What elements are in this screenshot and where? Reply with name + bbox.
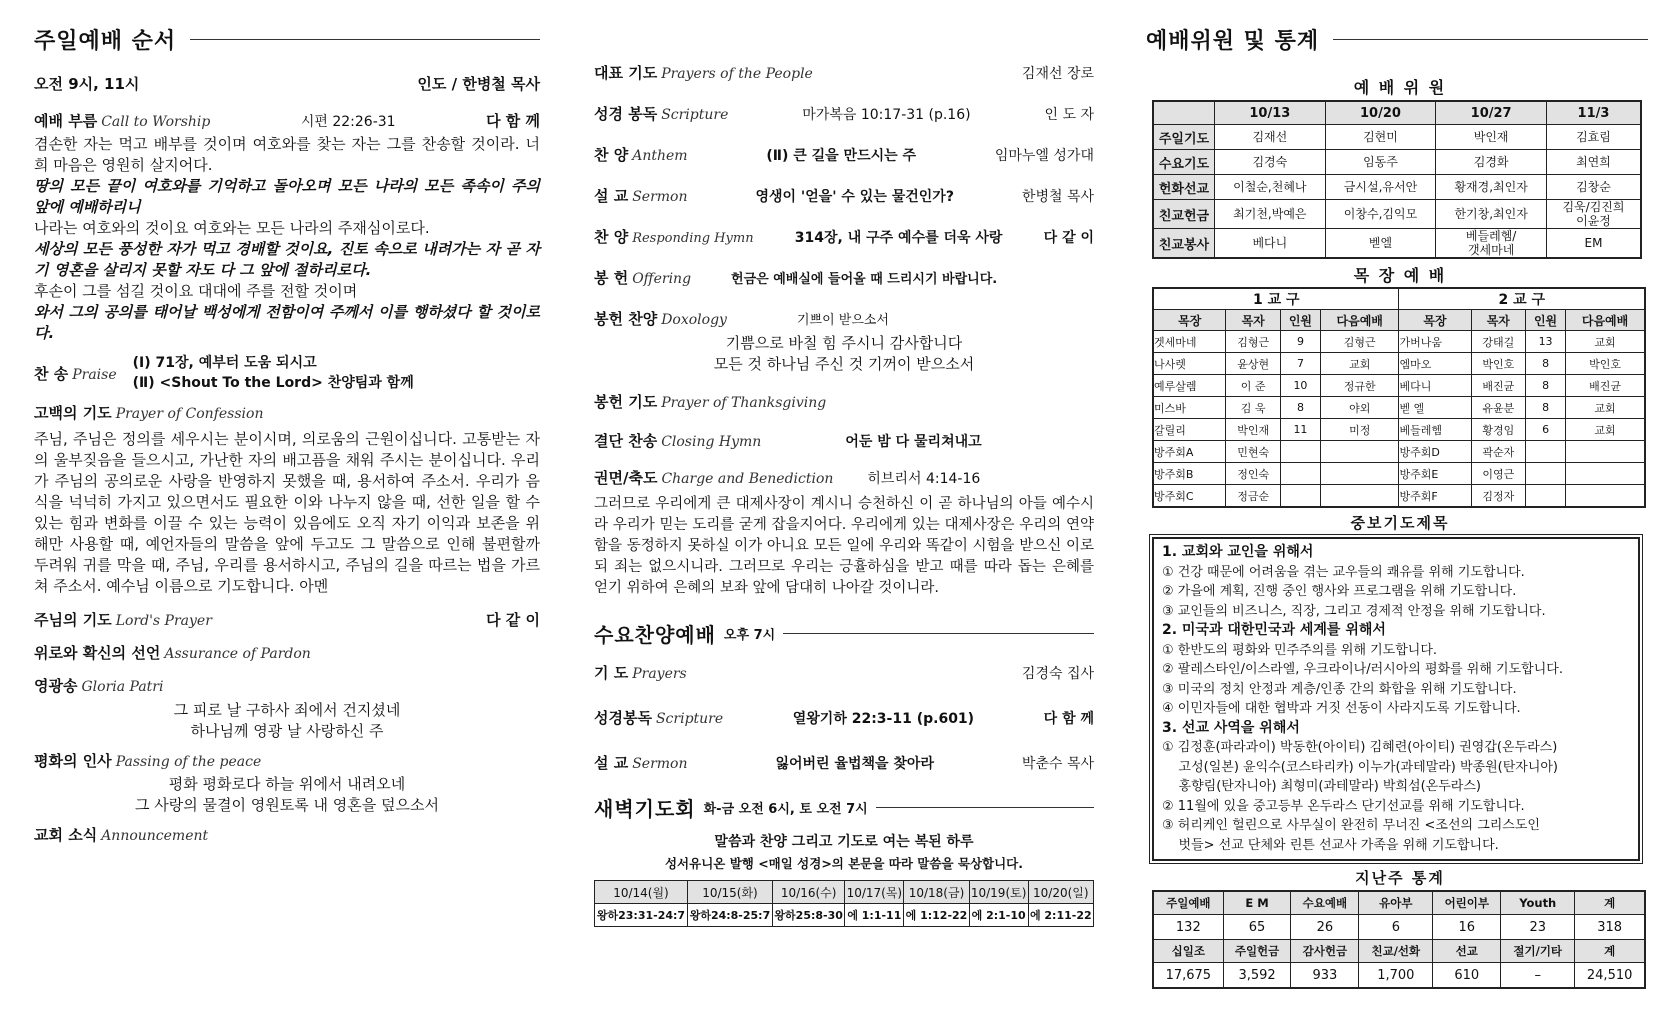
stats-value: 3,592 — [1223, 963, 1291, 989]
mokjang-cell: 방주회A — [1153, 441, 1226, 463]
officers-cell: 김경화 — [1436, 150, 1547, 175]
mokjang-cell — [1280, 463, 1320, 485]
wed-sermon: 설 교 Sermon 잃어버린 율법책을 찾아라 박춘수 목사 — [594, 754, 1094, 772]
stats-header: 절기/기타 — [1501, 940, 1575, 963]
mokjang-cell: 곽순자 — [1471, 441, 1525, 463]
officers-date: 10/13 — [1215, 101, 1326, 125]
call-to-worship: 예배 부름 Call to Worship 시편 22:26-31 다 함 께 겸손한 자는 먹고 배부를 것이며 여호와를 찾는 자는 그를 찬송할 것이라. 너희 마음은 영원히 살지어다. 땅의 모든 끝이 여호와를 기억하고 돌아오며 모든 나라의 모든 족속이 주의 앞에 예배하리니 나라는 여호와의 것이요 여호와는 모든 나라의 주재심이로다. 세상의 모든 풍성한 자가 먹고 경배할 것이요, 진토 속으로 내려가는 자 곧 자기 영혼을 살리지 못할 자도 다 그 앞에 절하리로다. 후손이 그를 섬길 것이요 대대에 주를 전할 것이며 와서 그의 공의를 태어날 백성에게 전함이여 주께서 이를 행하셨다 할 것이로다. — [34, 112, 540, 342]
wed-prayer: 기 도 Prayers 김경숙 집사 — [594, 664, 1094, 682]
intercession-line: 2. 미국과 대한민국과 세계를 위해서 — [1162, 622, 1386, 638]
dawn-day: 10/15(화) — [687, 881, 772, 904]
dawn-day: 10/16(수) — [772, 881, 844, 904]
praise-hymn-1: (Ⅰ) 71장, 예부터 도움 되시고 — [132, 355, 317, 371]
mokjang-cell: 베다니 — [1399, 375, 1471, 397]
dawn-day: 10/18(금) — [904, 881, 969, 904]
service-time: 오전 9시, 11시 — [34, 75, 140, 93]
officers-cell: 한기창,최인자 — [1436, 200, 1547, 229]
prayer-of-confession: 고백의 기도 Prayer of Confession 주님, 주님은 정의를 세우시는 분이시며, 의로움의 근원이십니다. 고통받는 자의 울부짖음을 들으시고, 가난한 자의 배고픔을 채워 주시는 분이십니다. 우리가 주님의 공의로운 사랑을 반영하지 못했을 때, 용서하여 주소서. 우리가 음식을 넉넉히 가지고 있으면서도 필요한 이와 나누지 않을 때, 선한 일을 할 수 있는 힘과 변화를 이끌 수 있는 능력이 있음에도 오직 자기 이익과 보존을 위해만 사용할 때, 예언자들의 말씀을 앞에 두고도 그 말씀으로 인해 불편할까 두려워 귀를 막을 때, 주님, 우리를 용서하시고, 주님의 길을 따르는 법을 가르쳐 주소서. 예수님 이름으로 기도합니다. 아멘 — [34, 404, 540, 595]
stats-value: 26 — [1291, 915, 1359, 940]
mokjang-cell: 교회 — [1566, 397, 1645, 419]
intercession-line: ③ 교인들의 비즈니스, 직장, 그리고 경제적 안정을 위해 기도합니다. — [1162, 603, 1546, 619]
dawn-ref: 왕하25:8-30 — [772, 904, 844, 927]
intercession-line: ② 11월에 있을 중고등부 온두라스 단기선교를 위해 기도합니다. — [1162, 798, 1525, 814]
intercession-line: ① 건강 때문에 어려움을 겪는 교우들의 쾌유를 위해 기도합니다. — [1162, 564, 1525, 580]
mokjang-cell: 박인호 — [1471, 353, 1525, 375]
officers-corner — [1153, 101, 1215, 125]
call-line: 땅의 모든 끝이 여호와를 기억하고 돌아오며 모든 나라의 모든 족속이 주의 앞에 예배하리니 — [34, 177, 540, 216]
mokjang-cell: 6 — [1526, 419, 1566, 441]
mokjang-col-header: 인원 — [1526, 310, 1566, 331]
mokjang-cell: 정금순 — [1226, 485, 1280, 508]
officers-cell: 김효림 — [1546, 125, 1641, 150]
officers-cell: 베다니 — [1215, 229, 1326, 259]
officers-cell: 황재경,최인자 — [1436, 175, 1547, 200]
stats-value: 65 — [1223, 915, 1291, 940]
officers-cell: 금시설,유서안 — [1325, 175, 1436, 200]
intercession-line: ① 김정훈(파라과이) 박동한(아이티) 김혜련(아이티) 권영갑(온두라스) — [1162, 740, 1558, 755]
dawn-day: 10/14(월) — [595, 881, 688, 904]
officers-cell: 김욱/김진희 이윤정 — [1546, 200, 1641, 229]
officers-cell: 김재선 — [1215, 125, 1326, 150]
mokjang-col-header: 인원 — [1280, 310, 1320, 331]
call-line: 후손이 그를 섬길 것이요 대대에 주를 전할 것이며 — [34, 282, 358, 300]
mokjang-cell: 베들레헴 — [1399, 419, 1471, 441]
call-line: 겸손한 자는 먹고 배부를 것이며 여호와를 찾는 자는 그를 찬송할 것이라. 너희 마음은 영원히 살지어다. — [34, 135, 540, 174]
mokjang-cell: 박인호 — [1566, 353, 1645, 375]
intercession-title: 중보기도제목 — [1350, 514, 1450, 532]
intercession-line: 벗들> 선교 단체와 린튼 선교사 가족을 위해 기도합니다. — [1162, 837, 1499, 853]
stats-value: 1,700 — [1359, 963, 1433, 989]
intercession-line: ① 한반도의 평화와 민주주의를 위해 기도합니다. — [1162, 642, 1438, 658]
mokjang-cell: 야외 — [1320, 397, 1398, 419]
mokjang-cell: 교회 — [1320, 353, 1398, 375]
officers-row-label: 친교봉사 — [1153, 229, 1215, 259]
mokjang-cell — [1566, 485, 1645, 508]
mokjang-cell: 13 — [1526, 331, 1566, 353]
officers-cell: EM — [1546, 229, 1641, 259]
prayer-of-thanksgiving: 봉헌 기도 Prayer of Thanksgiving — [594, 393, 827, 411]
officers-row-label: 수요기도 — [1153, 150, 1215, 175]
intercession-line: ② 가을에 계획, 진행 중인 행사와 프로그램을 위해 기도합니다. — [1162, 584, 1517, 599]
officers-cell: 김경숙 — [1215, 150, 1326, 175]
mokjang-cell: 방주회F — [1399, 485, 1471, 508]
officers-cell: 박인재 — [1436, 125, 1547, 150]
dawn-day: 10/17(목) — [845, 881, 904, 904]
mokjang-cell: 강태길 — [1471, 331, 1525, 353]
district-1: 1 교 구 — [1153, 288, 1399, 310]
stats-header: 친교/선화 — [1359, 940, 1433, 963]
mokjang-cell: 미정 — [1320, 419, 1398, 441]
benediction: 권면/축도 Charge and Benediction 히브리서 4:14-16 그러므로 우리에게 큰 대제사장이 계시니 승천하신 이 곧 하나님의 아들 예수시라 우리가 믿는 도리를 굳게 잡을지어다. 우리에게 있는 대제사장은 우리의 연약함을 동정하지 못하실 이가 아니요 모든 일에 우리와 똑같이 시험을 받으신 이로되 죄는 없으시니라. 그러므로 우리는 긍휼하심을 받고 때를 따라 돕는 은혜를 얻기 위하여 은혜의 보좌 앞에 담대히 나아갈 것이니라. — [594, 467, 1094, 599]
stats-header: 수요예배 — [1291, 891, 1359, 915]
officers-cell: 김현미 — [1325, 125, 1436, 150]
stats-header: Youth — [1501, 891, 1575, 915]
stats-header: 십일조 — [1153, 940, 1223, 963]
dawn-reading-table — [594, 880, 1094, 927]
mokjang-col-header: 다음예배 — [1320, 310, 1398, 331]
offering: 봉 헌 Offering 헌금은 예배실에 들어올 때 드리시기 바랍니다. — [594, 269, 998, 287]
mokjang-cell: 나사렛 — [1153, 353, 1226, 375]
mokjang-cell: 황경임 — [1471, 419, 1525, 441]
mokjang-cell: 7 — [1280, 353, 1320, 375]
mokjang-cell: 11 — [1280, 419, 1320, 441]
service-leader: 인도 / 한병철 목사 — [417, 75, 540, 93]
mokjang-cell: 윤상현 — [1226, 353, 1280, 375]
header-rule — [190, 39, 540, 40]
mokjang-cell: 배진균 — [1471, 375, 1525, 397]
stats-header: 주일헌금 — [1223, 940, 1291, 963]
mokjang-col-header: 목자 — [1226, 310, 1280, 331]
mokjang-cell — [1526, 463, 1566, 485]
mokjang-cell: 9 — [1280, 331, 1320, 353]
worship-order-column-2: 대표 기도 Prayers of the People 김재선 장로 성경 봉독 Scripture 마가복음 10:17-31 (p.16) 인 도 자 찬 양 Anthem (Ⅱ) 큰 길을 만드시는 주 임마누엘 성가대 설 교 Sermon 영생이 '얻을' 수 있는 물건인가? 한병철 목사 찬 양 Responding Hymn 314장, 내 구주 예수를 더욱 사랑 다 같 이 봉 헌 Offering 헌금은 예배실에 들어올 때 드리시기 바랍니다. 봉헌 찬양 Doxology 기쁘이 받으소서 기쁨으로 바칠 힘 주시니 감사합니다 모든 것 하나님 주신 것 기꺼이 받으소서 봉헌 기도 Prayer of Thanksgiving 결단 찬송 Closing Hymn 어둔 밤 다 물리쳐내고 권면/축도 Charge and Benediction 히브리서 4:14-16 그러므로 우리에게 큰 대제사장이 계시니 승천하신 이 곧 하나님의 아들 예수시라 우리가 믿는 도리를 굳게 잡을지어다. 우리에게 있는 대제사장은 우리의 연약함을 동정하지 못하실 이가 아니요 모든 일에 우리와 똑같이 시험을 받으신 이로되 죄는 없으시니라. 그러므로 우리는 긍휼하심을 받고 때를 따라 돕는 은혜를 얻기 위하여 은혜의 보좌 앞에 담대히 나아갈 것이니라. 수요찬양예배 오후 7시 기 도 Prayers 김경숙 집사 성경봉독 Scripture 열왕기하 22:3-11 (p.601) 다 함 께 설 교 Sermon 잃어버린 율법책을 찾아라 박춘수 목사 새벽기도회 화-금 오전 6시, 토 오전 7시 말씀과 찬양 그리고 기도로 여는 복된 하루 성서유니온 발행 <매일 성경>의 본문을 따라 말씀을 묵상합니다. 10/14(월) 10/15(화) 10/16(수) 10/17(목) 10/18(금) 10/19(토) 10/20(일) 왕하23:31-24:7 왕하24:8-25:7 왕하25:8-30 에 1:1-11 에 1:12-22 에 2:1-10 에 2:11-22 — [594, 62, 1094, 927]
officers-cell: 벧엘 — [1325, 229, 1436, 259]
mokjang-cell: 8 — [1526, 353, 1566, 375]
stats-header: 감사헌금 — [1291, 940, 1359, 963]
dawn-ref: 에 2:11-22 — [1028, 904, 1093, 927]
officers-title: 예 배 위 원 — [1353, 78, 1447, 97]
mokjang-cell — [1320, 485, 1398, 508]
stats-value: 24,510 — [1575, 963, 1645, 989]
intercession-line: 홍향림(탄자니아) 최형미(과테말라) 박희섬(온두라스) — [1162, 779, 1481, 794]
mokjang-cell — [1526, 441, 1566, 463]
stats-header: 어린이부 — [1433, 891, 1501, 915]
officers-cell: 베들레헴/ 갯세마네 — [1436, 229, 1547, 259]
stats-header: 계 — [1575, 940, 1645, 963]
mokjang-col-header: 다음예배 — [1566, 310, 1645, 331]
mokjang-cell — [1566, 441, 1645, 463]
officers-cell: 김창순 — [1546, 175, 1641, 200]
closing-hymn: 결단 찬송 Closing Hymn 어둔 밤 다 물리쳐내고 — [594, 432, 982, 450]
responding-hymn: 찬 양 Responding Hymn 314장, 내 구주 예수를 더욱 사랑 다 같 이 — [594, 228, 1094, 246]
mokjang-cell: 엠마오 — [1399, 353, 1471, 375]
stats-header: 선교 — [1433, 940, 1501, 963]
dawn-ref: 에 1:12-22 — [904, 904, 969, 927]
stats-value: 6 — [1359, 915, 1433, 940]
dawn-ref: 왕하24:8-25:7 — [687, 904, 772, 927]
scripture: 성경 봉독 Scripture 마가복음 10:17-31 (p.16) 인 도 자 — [594, 105, 1094, 123]
mokjang-cell: 방주회D — [1399, 441, 1471, 463]
mokjang-cell — [1320, 463, 1398, 485]
announcement: 교회 소식 Announcement — [34, 826, 209, 844]
mokjang-cell — [1280, 485, 1320, 508]
dawn-ref: 에 2:1-10 — [969, 904, 1028, 927]
stats-table — [1152, 890, 1646, 989]
passing-of-peace: 평화의 인사 Passing of the peace 평화 평화로다 하늘 위에서 내려오네 그 사랑의 물결이 영원토록 내 영혼을 덮으소서 — [34, 752, 439, 814]
mokjang-cell: 8 — [1526, 375, 1566, 397]
mokjang-cell: 방주회E — [1399, 463, 1471, 485]
mokjang-cell: 이영근 — [1471, 463, 1525, 485]
gloria-patri: 영광송 Gloria Patri 그 피로 날 구하사 죄에서 건지셨네 하나님께 영광 날 사랑하신 주 — [34, 677, 401, 740]
lords-prayer: 주님의 기도 Lord's Prayer 다 같 이 — [34, 611, 540, 629]
stats-value: 23 — [1501, 915, 1575, 940]
officers-row-label: 헌화선교 — [1153, 175, 1215, 200]
officers-date: 10/20 — [1325, 101, 1436, 125]
stats-header: 유아부 — [1359, 891, 1433, 915]
mokjang-cell — [1526, 485, 1566, 508]
officers-cell: 최기천,박예은 — [1215, 200, 1326, 229]
anthem: 찬 양 Anthem (Ⅱ) 큰 길을 만드시는 주 임마누엘 성가대 — [594, 146, 1094, 164]
doxology: 봉헌 찬양 Doxology 기쁘이 받으소서 기쁨으로 바칠 힘 주시니 감사합니다 모든 것 하나님 주신 것 기꺼이 받으소서 — [594, 310, 975, 373]
confession-text: 주님, 주님은 정의를 세우시는 분이시며, 의로움의 근원이십니다. 고통받는 자의 울부짖음을 들으시고, 가난한 자의 배고픔을 채워 주시는 분이십니다. 우리가 주님의 공의로운 사랑을 반영하지 못했을 때, 용서하여 주소서. 우리가 음식을 넉넉히 가지고 있으면서도 필요한 이와 나누지 않을 때, 선한 일을 할 수 있는 힘과 변화를 이끌 수 있는 능력이 있음에도 오직 자기 이익과 보존을 위해만 사용할 때, 예언자들의 말씀을 앞에 두고도 그 말씀으로 인해 불편할까 두려워 귀를 막을 때, 주님, 우리를 용서하시고, 주님의 길을 따르는 법을 가르쳐 주소서. 예수님 이름으로 기도합니다. 아멘 — [34, 430, 540, 595]
assurance-of-pardon: 위로와 확신의 선언 Assurance of Pardon — [34, 644, 311, 662]
officers-cell: 최연희 — [1546, 150, 1641, 175]
intercession-line: ④ 이민자들에 대한 협박과 거짓 선동이 사라지도록 기도합니다. — [1162, 701, 1521, 716]
mokjang-cell: 가버나움 — [1399, 331, 1471, 353]
mokjang-cell — [1280, 441, 1320, 463]
mokjang-cell: 8 — [1280, 397, 1320, 419]
mokjang-cell — [1566, 463, 1645, 485]
stats-value: 610 — [1433, 963, 1501, 989]
stats-value: 318 — [1575, 915, 1645, 940]
mokjang-col-header: 목장 — [1153, 310, 1226, 331]
mokjang-cell: 겟세마네 — [1153, 331, 1226, 353]
mokjang-title: 목 장 예 배 — [1353, 266, 1447, 285]
mokjang-cell: 방주회B — [1153, 463, 1226, 485]
officers-cell: 이철순,천혜나 — [1215, 175, 1326, 200]
wed-scripture: 성경봉독 Scripture 열왕기하 22:3-11 (p.601) 다 함 께 — [594, 709, 1094, 727]
mokjang-cell: 교회 — [1566, 419, 1645, 441]
stats-value: 17,675 — [1153, 963, 1223, 989]
mokjang-cell: 이 준 — [1226, 375, 1280, 397]
mokjang-cell: 김형근 — [1320, 331, 1398, 353]
dawn-day: 10/20(일) — [1028, 881, 1093, 904]
stats-value: 132 — [1153, 915, 1223, 940]
mokjang-cell: 미스바 — [1153, 397, 1226, 419]
officers-table — [1152, 100, 1642, 259]
wednesday-header: 수요찬양예배 오후 7시 — [594, 619, 1094, 648]
officers-date: 11/3 — [1546, 101, 1641, 125]
mokjang-cell: 정규한 — [1320, 375, 1398, 397]
officers-date: 10/27 — [1436, 101, 1547, 125]
mokjang-cell: 방주회C — [1153, 485, 1226, 508]
stats-value: 16 — [1433, 915, 1501, 940]
mokjang-cell: 김 욱 — [1226, 397, 1280, 419]
prayers-of-people: 대표 기도 Prayers of the People 김재선 장로 — [594, 64, 1094, 82]
intercession-line: ③ 허리케인 헐린으로 사무실이 완전히 무너진 <조선의 그리스도인 — [1162, 818, 1540, 833]
stats-header: E M — [1223, 891, 1291, 915]
intercession-line: 고성(일본) 윤익수(코스타리카) 이누가(과테말라) 박종원(탄자니아) — [1162, 759, 1559, 775]
call-to-worship-text — [34, 134, 540, 344]
mokjang-cell — [1320, 441, 1398, 463]
mokjang-cell: 정인숙 — [1226, 463, 1280, 485]
dawn-header: 새벽기도회 화-금 오전 6시, 토 오전 7시 — [594, 793, 1094, 822]
intercession-box — [1152, 537, 1640, 861]
worship-order-column — [34, 0, 540, 845]
stats-header: 계 — [1575, 891, 1645, 915]
dawn-ref: 에 1:1-11 — [845, 904, 904, 927]
officers-stats-column — [1146, 0, 1648, 989]
benediction-text: 그러므로 우리에게 큰 대제사장이 계시니 승천하신 이 곧 하나님의 아들 예수시라 우리가 믿는 도리를 굳게 잡을지어다. 우리에게 있는 대제사장은 우리의 연약함을 동정하지 못하실 이가 아니요 모든 일에 우리와 똑같이 시험을 받으신 이로되 죄는 없으시니라. 그러므로 우리는 긍휼하심을 받고 때를 따라 돕는 은혜를 얻기 위하여 은혜의 보좌 앞에 담대히 나아갈 것이니라. — [594, 496, 1094, 596]
praise-hymn-2: (Ⅱ) <Shout To the Lord> 찬양팀과 함께 — [132, 375, 414, 391]
dawn-day: 10/19(토) — [969, 881, 1028, 904]
dawn-ref: 왕하23:31-24:7 — [595, 904, 688, 927]
mokjang-cell: 민현숙 — [1226, 441, 1280, 463]
intercession-line: ③ 미국의 정치 안정과 계층/인종 간의 화합을 위해 기도합니다. — [1162, 681, 1517, 697]
district-2: 2 교 구 — [1399, 288, 1645, 310]
service-time-row — [34, 73, 540, 94]
worship-order-header — [34, 24, 540, 55]
call-line: 와서 그의 공의를 태어날 백성에게 전함이여 주께서 이를 행하셨다 할 것이로다. — [34, 303, 540, 342]
mokjang-cell: 예루살렘 — [1153, 375, 1226, 397]
mokjang-col-header: 목장 — [1399, 310, 1471, 331]
intercession-line: 1. 교회와 교인을 위해서 — [1162, 544, 1314, 560]
mokjang-cell: 갈릴리 — [1153, 419, 1226, 441]
officers-row-label: 친교헌금 — [1153, 200, 1215, 229]
mokjang-col-header: 목자 — [1471, 310, 1525, 331]
mokjang-cell: 김형근 — [1226, 331, 1280, 353]
mokjang-table — [1152, 287, 1646, 508]
call-line: 세상의 모든 풍성한 자가 먹고 경배할 것이요, 진토 속으로 내려가는 자 곧 자기 영혼을 살리지 못할 자도 다 그 앞에 절하리로다. — [34, 240, 540, 279]
worship-order-title: 주일예배 순서 — [34, 29, 177, 54]
stats-value: 933 — [1291, 963, 1359, 989]
mokjang-cell: 유윤분 — [1471, 397, 1525, 419]
stats-value: – — [1501, 963, 1575, 989]
intercession-line: 3. 선교 사역을 위해서 — [1162, 719, 1300, 736]
mokjang-cell: 박인재 — [1226, 419, 1280, 441]
mokjang-cell: 벧 엘 — [1399, 397, 1471, 419]
praise: 찬 송 Praise (Ⅰ) 71장, 예부터 도움 되시고 (Ⅱ) <Shout To the Lord> 찬양팀과 함께 — [34, 355, 414, 391]
sermon: 설 교 Sermon 영생이 '얻을' 수 있는 물건인가? 한병철 목사 — [594, 187, 1094, 205]
officers-row-label: 주일기도 — [1153, 125, 1215, 150]
intercession-line: ② 팔레스타인/이스라엘, 우크라이나/러시아의 평화를 위해 기도합니다. — [1162, 662, 1563, 677]
officers-cell: 이창수,김익모 — [1325, 200, 1436, 229]
stats-header: 주일예배 — [1153, 891, 1223, 915]
stats-title: 지난주 통계 — [1355, 869, 1445, 887]
mokjang-cell: 교회 — [1566, 331, 1645, 353]
call-line: 나라는 여호와의 것이요 여호와는 모든 나라의 주재심이로다. — [34, 219, 430, 237]
mokjang-cell: 배진균 — [1566, 375, 1645, 397]
officers-cell: 임동주 — [1325, 150, 1436, 175]
mokjang-cell: 김정자 — [1471, 485, 1525, 508]
mokjang-cell: 8 — [1526, 397, 1566, 419]
officers-stats-header: 예배위원 및 통계 — [1146, 24, 1648, 55]
mokjang-cell: 10 — [1280, 375, 1320, 397]
